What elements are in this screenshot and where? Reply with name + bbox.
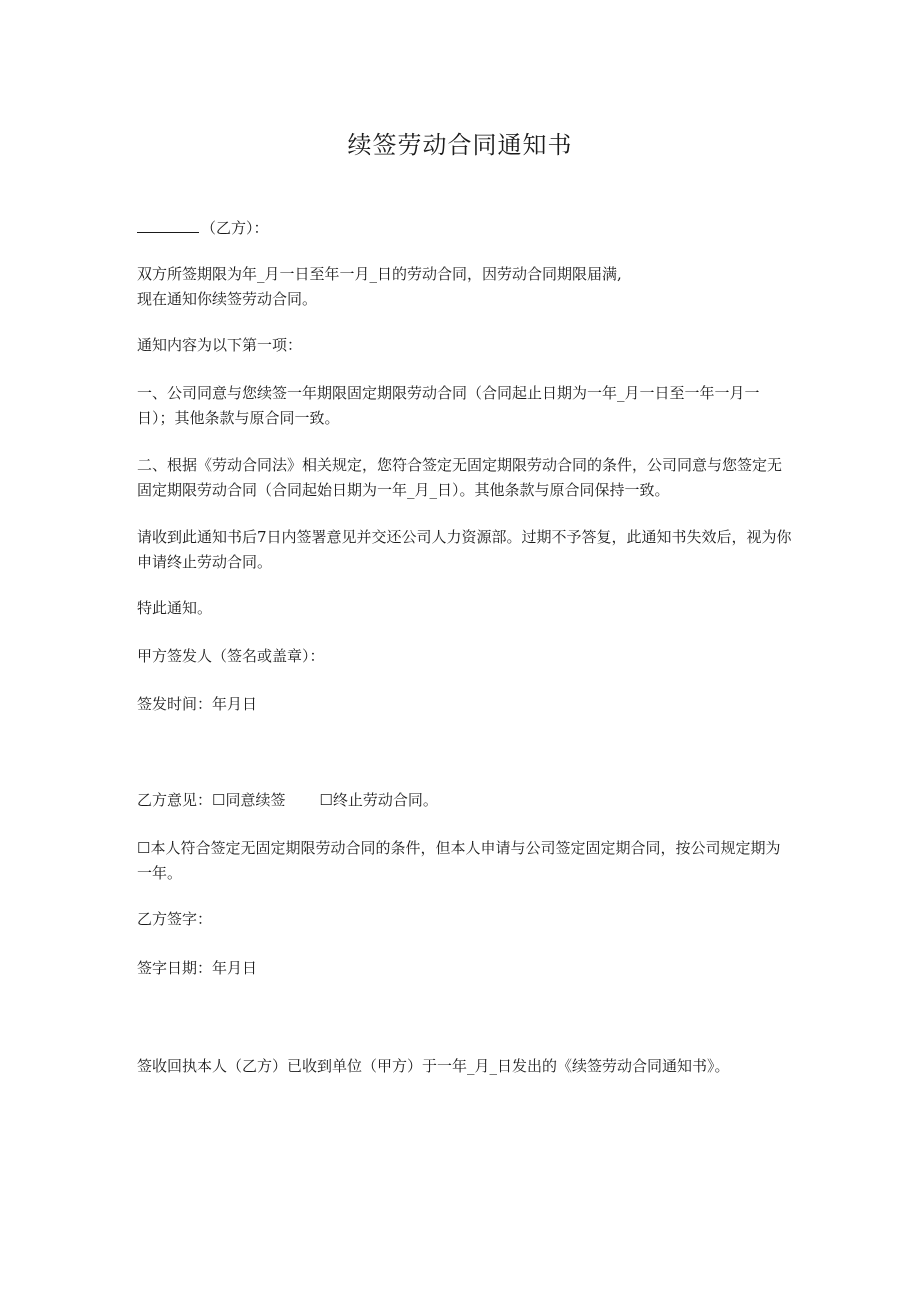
paragraph-notice-intro: 通知内容为以下第一项： — [137, 336, 303, 354]
checkbox-agree-renew[interactable]: ☐同意续签 — [212, 791, 286, 809]
party-b-opinion-row — [137, 788, 438, 813]
issue-date-line: 签发时间：年月日 — [137, 695, 258, 713]
opinion-label: 乙方意见： — [137, 791, 213, 809]
paragraph-option-two: 二、根据《劳动合同法》相关规定，您符合签定无固定期限劳动合同的条件，公司同意与您签定无固定期限劳动合同（合同起始日期为一年_月_日）。其他条款与原合同保持一致。 — [137, 456, 783, 499]
paragraph-contract-term: 双方所签期限为年_月一日至年一月_日的劳动合同，因劳动合同期限届满, 现在通知你续签劳动合同。 — [137, 265, 622, 308]
issuer-signature-line: 甲方签发人（签名或盖章）： — [137, 647, 325, 665]
paragraph-option-one: 一、公司同意与您续签一年期限固定期限劳动合同（合同起止日期为一年_月一日至一年一月一日）；其他条款与原合同一致。 — [137, 384, 760, 427]
receipt-paragraph: 签收回执本人（乙方）已收到单位（甲方）于一年_月_日发出的《续签劳动合同通知书》。 — [137, 1057, 730, 1075]
document-title: 续签劳动合同通知书 — [347, 131, 573, 159]
addressee-blank — [137, 218, 199, 233]
checkbox-terminate-contract[interactable]: ☐终止劳动合同。 — [319, 791, 438, 809]
sign-date-line: 签字日期：年月日 — [137, 959, 258, 977]
paragraph-hereby-notice: 特此通知。 — [137, 599, 213, 617]
party-b-signature-line: 乙方签字： — [137, 910, 213, 928]
addressee-suffix: （乙方）： — [201, 219, 269, 237]
paragraph-return-instruction: 请收到此通知书后7日内签署意见并交还公司人力资源部。过期不予答复，此通知书失效后，视为你申请终止劳动合同。 — [137, 528, 792, 571]
checkbox-fixed-term-request[interactable]: ☐本人符合签定无固定期限劳动合同的条件，但本人申请与公司签定固定期合同，按公司规定期为一年。 — [137, 839, 781, 882]
addressee-line — [137, 216, 269, 241]
